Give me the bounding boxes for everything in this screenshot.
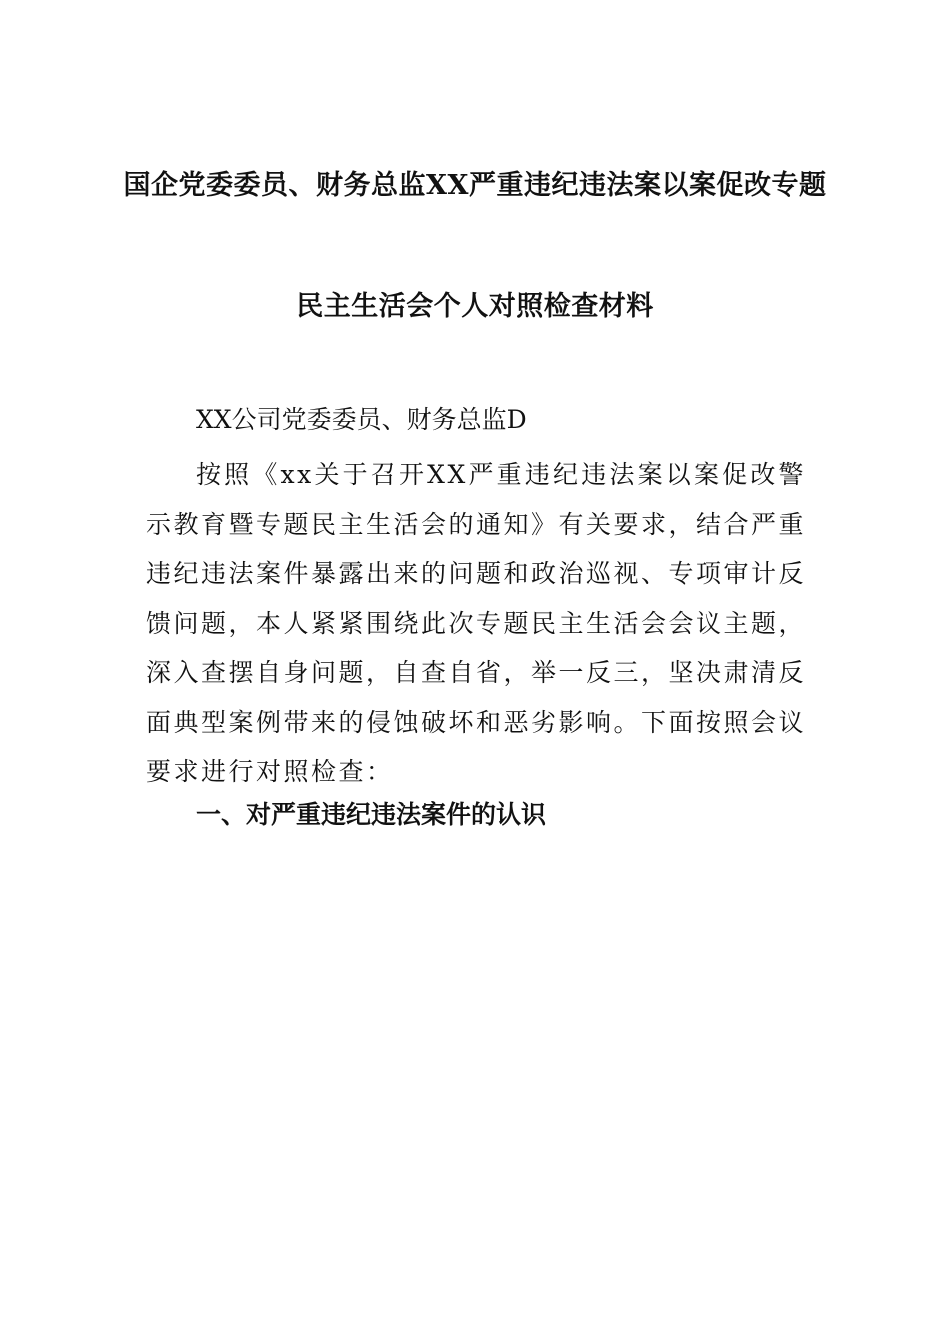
- section-heading-1: 一、对严重违纪违法案件的认识: [196, 800, 547, 829]
- document-title-line-2: 民主生活会个人对照检查材料: [296, 291, 654, 322]
- author-line: XX公司党委委员、财务总监D: [196, 405, 527, 434]
- intro-paragraph: 按照《xx关于召开XX严重违纪违法案以案促改警示教育暨专题民主生活会的通知》有关要求，结合严重违纪违法案件暴露出来的问题和政治巡视、专项审计反馈问题，本人紧紧围绕此次专题民主生活会会议主题，深入查摆自身问题，自查自省，举一反三，坚决肃清反面典型案例带来的侵蚀破坏和恶劣影响。下面按照会议要求进行对照检查：: [146, 460, 807, 786]
- document-title-line-1: 国企党委委员、财务总监XX严重违纪违法案以案促改专题: [123, 170, 827, 201]
